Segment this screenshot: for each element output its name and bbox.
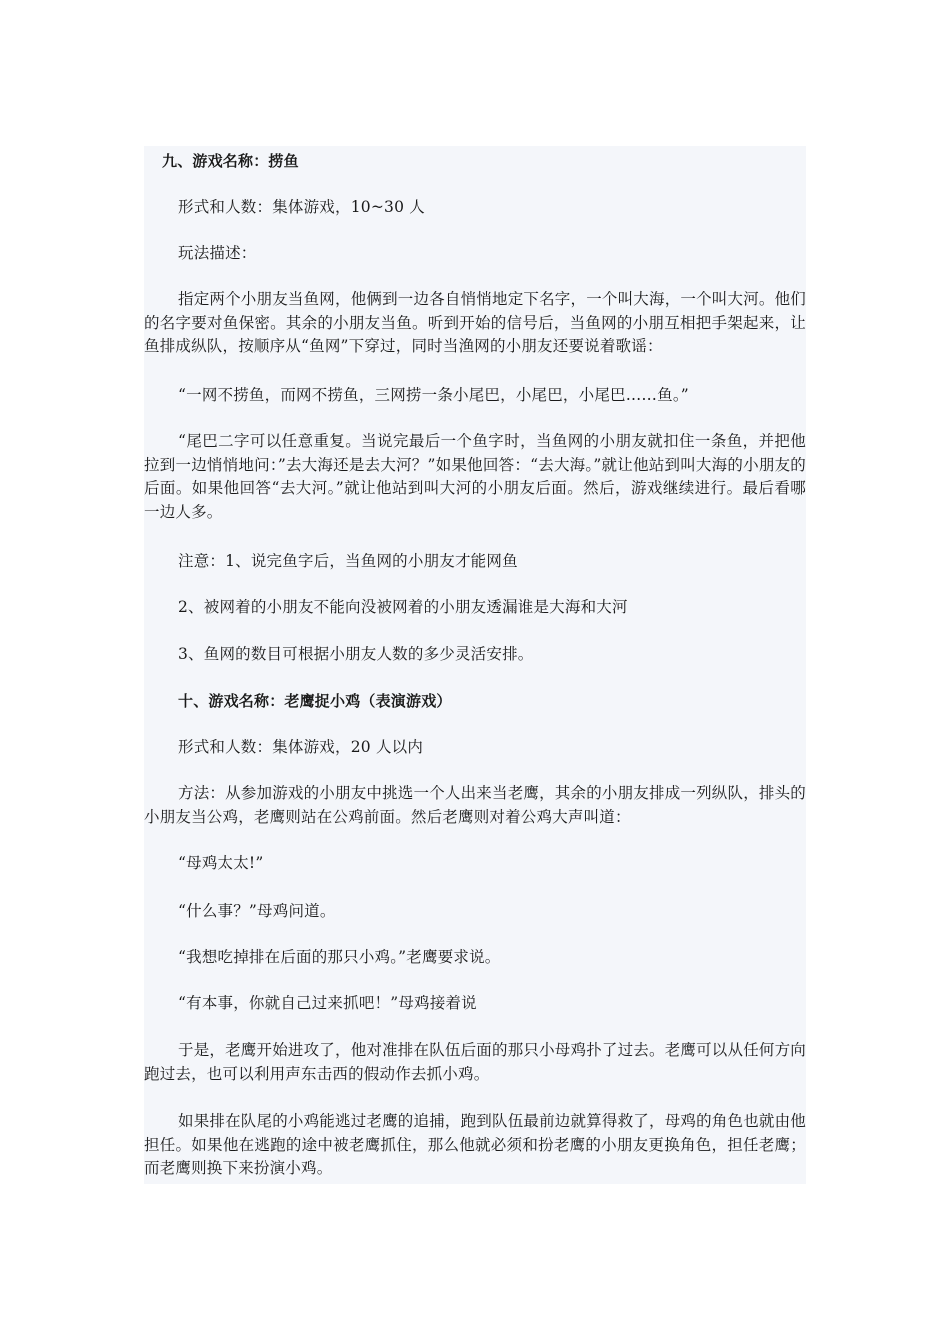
section-10-dialogue-4: “有本事，你就自己过来抓吧！”母鸡接着说 bbox=[178, 994, 477, 1012]
section-10-dialogue-2: “什么事？”母鸡问道。 bbox=[178, 902, 336, 920]
section-10-title: 十、游戏名称：老鹰捉小鸡（表演游戏） bbox=[178, 692, 452, 710]
section-10-dialogue-3: “我想吃掉排在后面的那只小鸡。”老鹰要求说。 bbox=[178, 948, 501, 966]
section-10-dialogue-1: “母鸡太太!” bbox=[178, 854, 264, 872]
section-9-title: 九、游戏名称：捞鱼 bbox=[162, 152, 299, 170]
section-9-note-3: 3、鱼网的数目可根据小朋友人数的多少灵活安排。 bbox=[178, 645, 534, 663]
section-10-paragraph-2: 于是，老鹰开始进攻了，他对准排在队伍后面的那只小母鸡扑了过去。老鹰可以从任何方向跑过去，也可以利用声东击西的假动作去抓小鸡。 bbox=[144, 1041, 806, 1083]
section-10-paragraph-3: 如果排在队尾的小鸡能逃过老鹰的追捕，跑到队伍最前边就算得救了，母鸡的角色也就由他担任。如果他在逃跑的途中被老鹰抓住，那么他就必须和扮老鹰的小朋友更换角色，担任老鹰；而老鹰则换下来扮演小鸡。 bbox=[144, 1112, 806, 1177]
section-9-rhyme: “一网不捞鱼，而网不捞鱼，三网捞一条小尾巴，小尾巴，小尾巴……鱼。” bbox=[178, 386, 689, 404]
section-9-note-2: 2、被网着的小朋友不能向没被网着的小朋友透漏谁是大海和大河 bbox=[178, 598, 628, 616]
section-10-form: 形式和人数：集体游戏，20 人以内 bbox=[178, 738, 424, 756]
section-9-paragraph-1: 指定两个小朋友当鱼网，他俩到一边各自悄悄地定下名字，一个叫大海，一个叫大河。他们的名字要对鱼保密。其余的小朋友当鱼。听到开始的信号后，当鱼网的小朋互相把手架起来，让鱼排成纵队，按顺序从“鱼网”下穿过，同时当渔网的小朋友还要说着歌谣： bbox=[144, 290, 806, 355]
section-9-form: 形式和人数：集体游戏，10~30 人 bbox=[178, 198, 425, 216]
section-10-paragraph-1: 方法：从参加游戏的小朋友中挑选一个人出来当老鹰，其余的小朋友排成一列纵队，排头的小朋友当公鸡，老鹰则站在公鸡前面。然后老鹰则对着公鸡大声叫道： bbox=[144, 784, 806, 826]
document-content bbox=[144, 146, 806, 1184]
section-9-note-1: 注意：1、说完鱼字后，当鱼网的小朋友才能网鱼 bbox=[178, 552, 518, 570]
section-9-desc-label: 玩法描述： bbox=[178, 244, 257, 262]
section-9-paragraph-3: “尾巴二字可以任意重复。当说完最后一个鱼字时，当鱼网的小朋友就扣住一条鱼，并把他拉到一边悄悄地问：”去大海还是去大河？”如果他回答：“去大海。”就让他站到叫大海的小朋友的后面。如果他回答“去大河。”就让他站到叫大河的小朋友后面。然后，游戏继续进行。最后看哪一边人多。 bbox=[144, 432, 806, 521]
